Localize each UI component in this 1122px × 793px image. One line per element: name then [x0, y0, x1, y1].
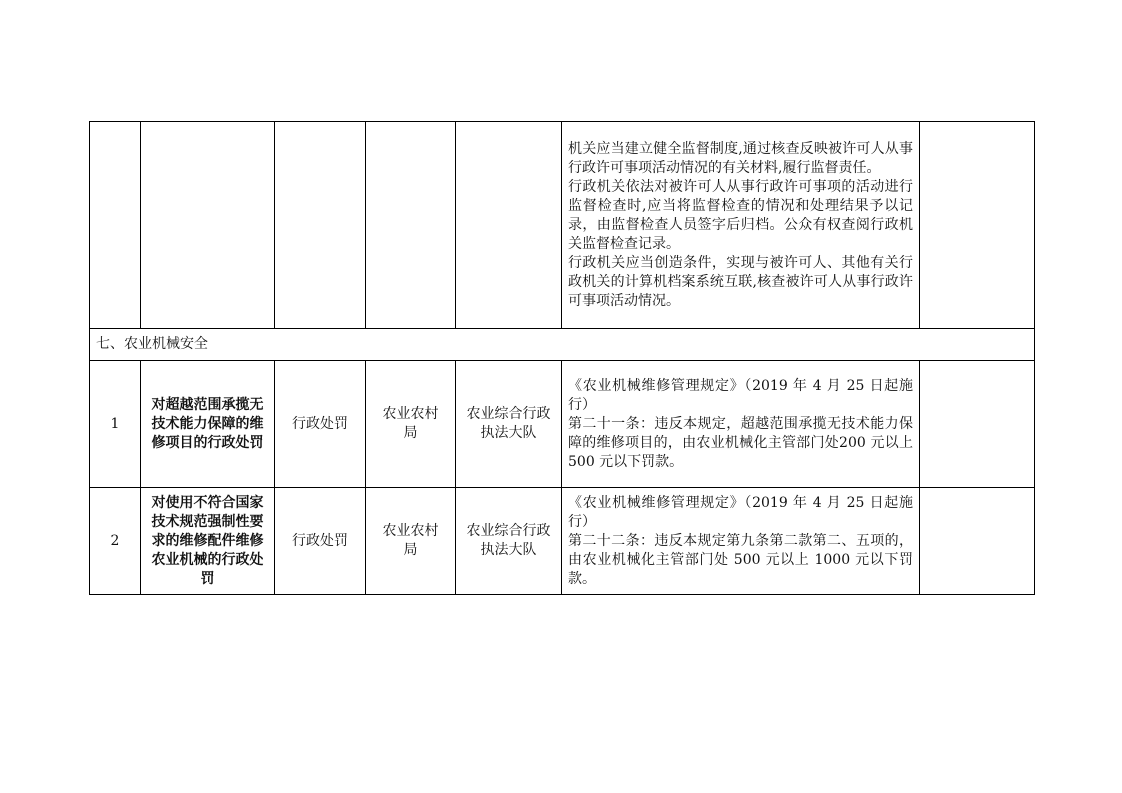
basis-cell: [562, 122, 920, 329]
department-cell: 农业农村局: [366, 361, 456, 488]
item-name-cell: [141, 122, 275, 329]
category-cell: [275, 122, 366, 329]
index-cell: [90, 122, 141, 329]
item-name-cell: 对使用不符合国家技术规范强制性要求的维修配件维修农业机械的行政处罚: [141, 488, 275, 595]
table-row: [90, 488, 1035, 595]
basis-paragraph: 第二十二条：违反本规定第九条第二款第二、五项的，由农业机械化主管部门处 500 元以上 1000 元以下罚款。: [568, 532, 913, 587]
executor-cell: [456, 122, 562, 329]
index-cell: 2: [90, 488, 141, 595]
index-cell: 1: [90, 361, 141, 488]
section-title: 七、农业机械安全: [90, 329, 1035, 361]
basis-paragraph: 行政机关应当创造条件，实现与被许可人、其他有关行政机关的计算机档案系统互联,核查被许可人从事行政许可事项活动情况。: [568, 255, 913, 309]
section-header-row: [90, 329, 1035, 361]
power-list-table: [89, 121, 1035, 595]
department-cell: [366, 122, 456, 329]
basis-paragraph: 机关应当建立健全监督制度,通过核查反映被许可人从事行政许可事项活动情况的有关材料,履行监督责任。: [568, 141, 913, 176]
basis-paragraph: 第二十一条：违反本规定，超越范围承揽无技术能力保障的维修项目的，由农业机械化主管部门处200 元以上 500 元以下罚款。: [568, 415, 913, 470]
executor-cell: 农业综合行政执法大队: [456, 488, 562, 595]
basis-paragraph: 行政机关依法对被许可人从事行政许可事项的活动进行监督检查时,应当将监督检查的情况和处理结果予以记录，由监督检查人员签字后归档。公众有权查阅行政机关监督检查记录。: [568, 179, 913, 252]
remark-cell: [920, 488, 1035, 595]
department-cell: 农业农村局: [366, 488, 456, 595]
remark-cell: [920, 361, 1035, 488]
remark-cell: [920, 122, 1035, 329]
executor-cell: 农业综合行政执法大队: [456, 361, 562, 488]
category-cell: 行政处罚: [275, 488, 366, 595]
basis-paragraph: 《农业机械维修管理规定》（2019 年 4 月 25 日起施行）: [568, 377, 913, 413]
basis-paragraph: 《农业机械维修管理规定》（2019 年 4 月 25 日起施行）: [568, 494, 913, 530]
item-name-cell: 对超越范围承揽无技术能力保障的维修项目的行政处罚: [141, 361, 275, 488]
basis-cell: [562, 488, 920, 595]
category-cell: 行政处罚: [275, 361, 366, 488]
table-row: [90, 361, 1035, 488]
continuation-row: [90, 122, 1035, 329]
basis-cell: [562, 361, 920, 488]
